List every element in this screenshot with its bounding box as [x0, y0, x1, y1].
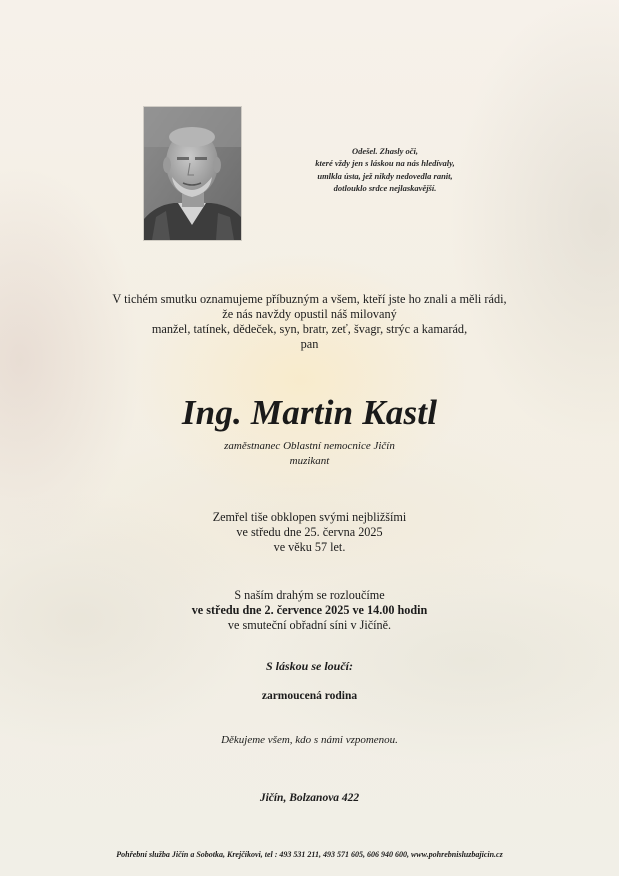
intro-line: manžel, tatínek, dědeček, syn, bratr, zeť, švagr, strýc a kamarád,	[151, 322, 468, 336]
portrait-photo	[144, 107, 241, 240]
role-line: muzikant	[289, 455, 330, 467]
poem-line: které vždy jen s láskou na nás hledívaly,	[315, 158, 455, 169]
death-line: ve středu dne 25. června 2025	[236, 525, 383, 539]
intro-line: pan	[300, 337, 319, 351]
thanks-note: Děkujeme všem, kdo s námi vzpomenou.	[221, 734, 398, 746]
death-details	[0, 510, 619, 555]
role-line: zaměstnanec Oblastní nemocnice Jičín	[224, 440, 395, 452]
farewell-poem	[300, 145, 470, 195]
family-address: Jičín, Bolzanova 422	[259, 792, 360, 804]
intro-line: že nás navždy opustil náš milovaný	[222, 307, 397, 321]
deceased-roles	[0, 439, 619, 469]
funeral-service-footer: Pohřební služba Jičín a Sobotka, Krejčíkovi, tel : 493 531 211, 493 571 605, 606 940 600, www.pohrebnisluzbajicin.cz	[116, 850, 503, 859]
funeral-intro: S naším drahým se rozloučíme	[234, 588, 385, 602]
funeral-datetime: ve středu dne 2. července 2025 ve 14.00 hodin	[191, 603, 428, 617]
deceased-name: Ing. Martin Kastl	[181, 393, 438, 432]
poem-line: umlkla ústa, jež nikdy nedovedla ranit,	[317, 170, 453, 181]
funeral-location: ve smuteční obřadní síni v Jičíně.	[227, 618, 392, 632]
death-line: ve věku 57 let.	[273, 540, 346, 554]
mourners: zarmoucená rodina	[261, 690, 358, 702]
funeral-details	[0, 588, 619, 633]
death-line: Zemřel tiše obklopen svými nejbližšími	[212, 510, 407, 524]
poem-line: Odešel. Zhasly oči,	[351, 146, 419, 156]
intro-line: V tichém smutku oznamujeme příbuzným a všem, kteří jste ho znali a měli rádi,	[112, 292, 507, 306]
signoff-heading: S láskou se loučí:	[265, 659, 353, 673]
announcement-intro	[0, 292, 619, 352]
poem-line: dotlouklo srdce nejlaskavější.	[333, 183, 437, 194]
